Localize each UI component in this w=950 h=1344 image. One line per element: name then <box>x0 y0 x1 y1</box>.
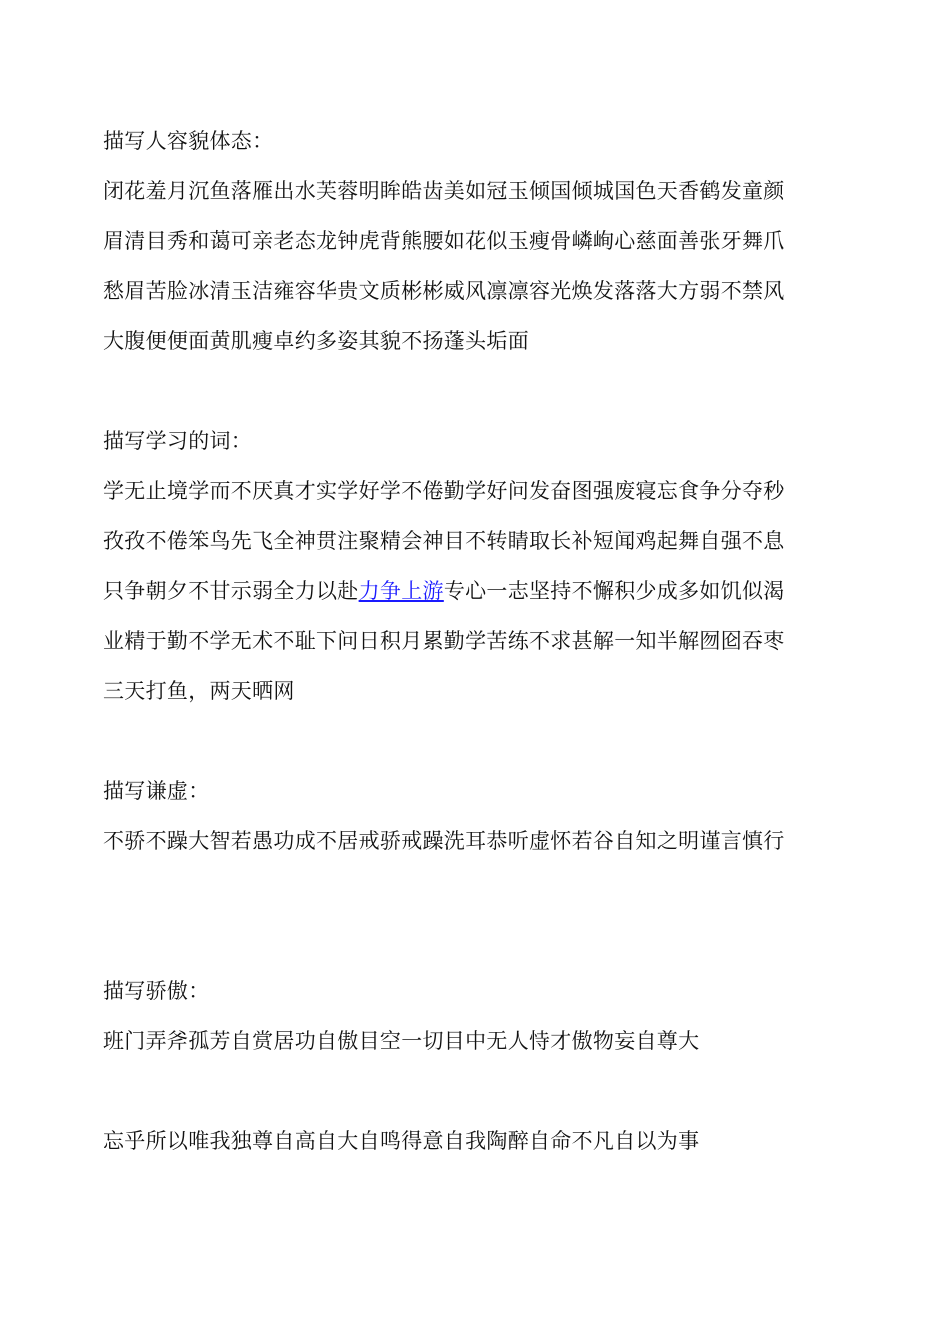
paragraph-appearance-words: 闭花羞月沉鱼落雁出水芙蓉明眸皓齿美如冠玉倾国倾城国色天香鹤发童颜眉清目秀和蔼可亲老态龙钟虎背熊腰如花似玉瘦骨嶙峋心慈面善张牙舞爪愁眉苦脸冰清玉洁雍容华贵文质彬彬威风凛凛容光焕发落落大方弱不禁风大腹便便面黄肌瘦卓约多姿其貌不扬蓬头垢面 <box>103 179 785 353</box>
paragraph-study-words <box>103 466 803 716</box>
heading-appearance: 描写人容貌体态： <box>103 129 274 153</box>
study-words-part-2: 专心一志坚持不懈积少成多如饥似渴业精于勤不学无术不耻下问日积月累勤学苦练不求甚解一知半解囫囵吞枣三天打鱼，两天晒网 <box>103 579 785 703</box>
heading-arrogance: 描写骄傲： <box>103 979 210 1003</box>
heading-modesty: 描写谦虚： <box>103 779 210 803</box>
paragraph-arrogance-words: 班门弄斧孤芳自赏居功自傲目空一切目中无人恃才傲物妄自尊大 <box>103 1029 700 1053</box>
paragraph-arrogance-words-2: 忘乎所以唯我独尊自高自大自鸣得意自我陶醉自命不凡自以为事 <box>103 1129 700 1153</box>
link-li-zheng-shang-you[interactable]: 力争上游 <box>358 579 444 603</box>
study-words-part-1: 学无止境学而不厌真才实学好学不倦勤学好问发奋图强废寝忘食争分夺秒孜孜不倦笨鸟先飞全神贯注聚精会神目不转睛取长补短闻鸡起舞自强不息只争朝夕不甘示弱全力以赴 <box>103 479 785 603</box>
paragraph-modesty-words: 不骄不躁大智若愚功成不居戒骄戒躁洗耳恭听虚怀若谷自知之明谨言慎行 <box>103 829 785 853</box>
heading-study: 描写学习的词： <box>103 429 253 453</box>
